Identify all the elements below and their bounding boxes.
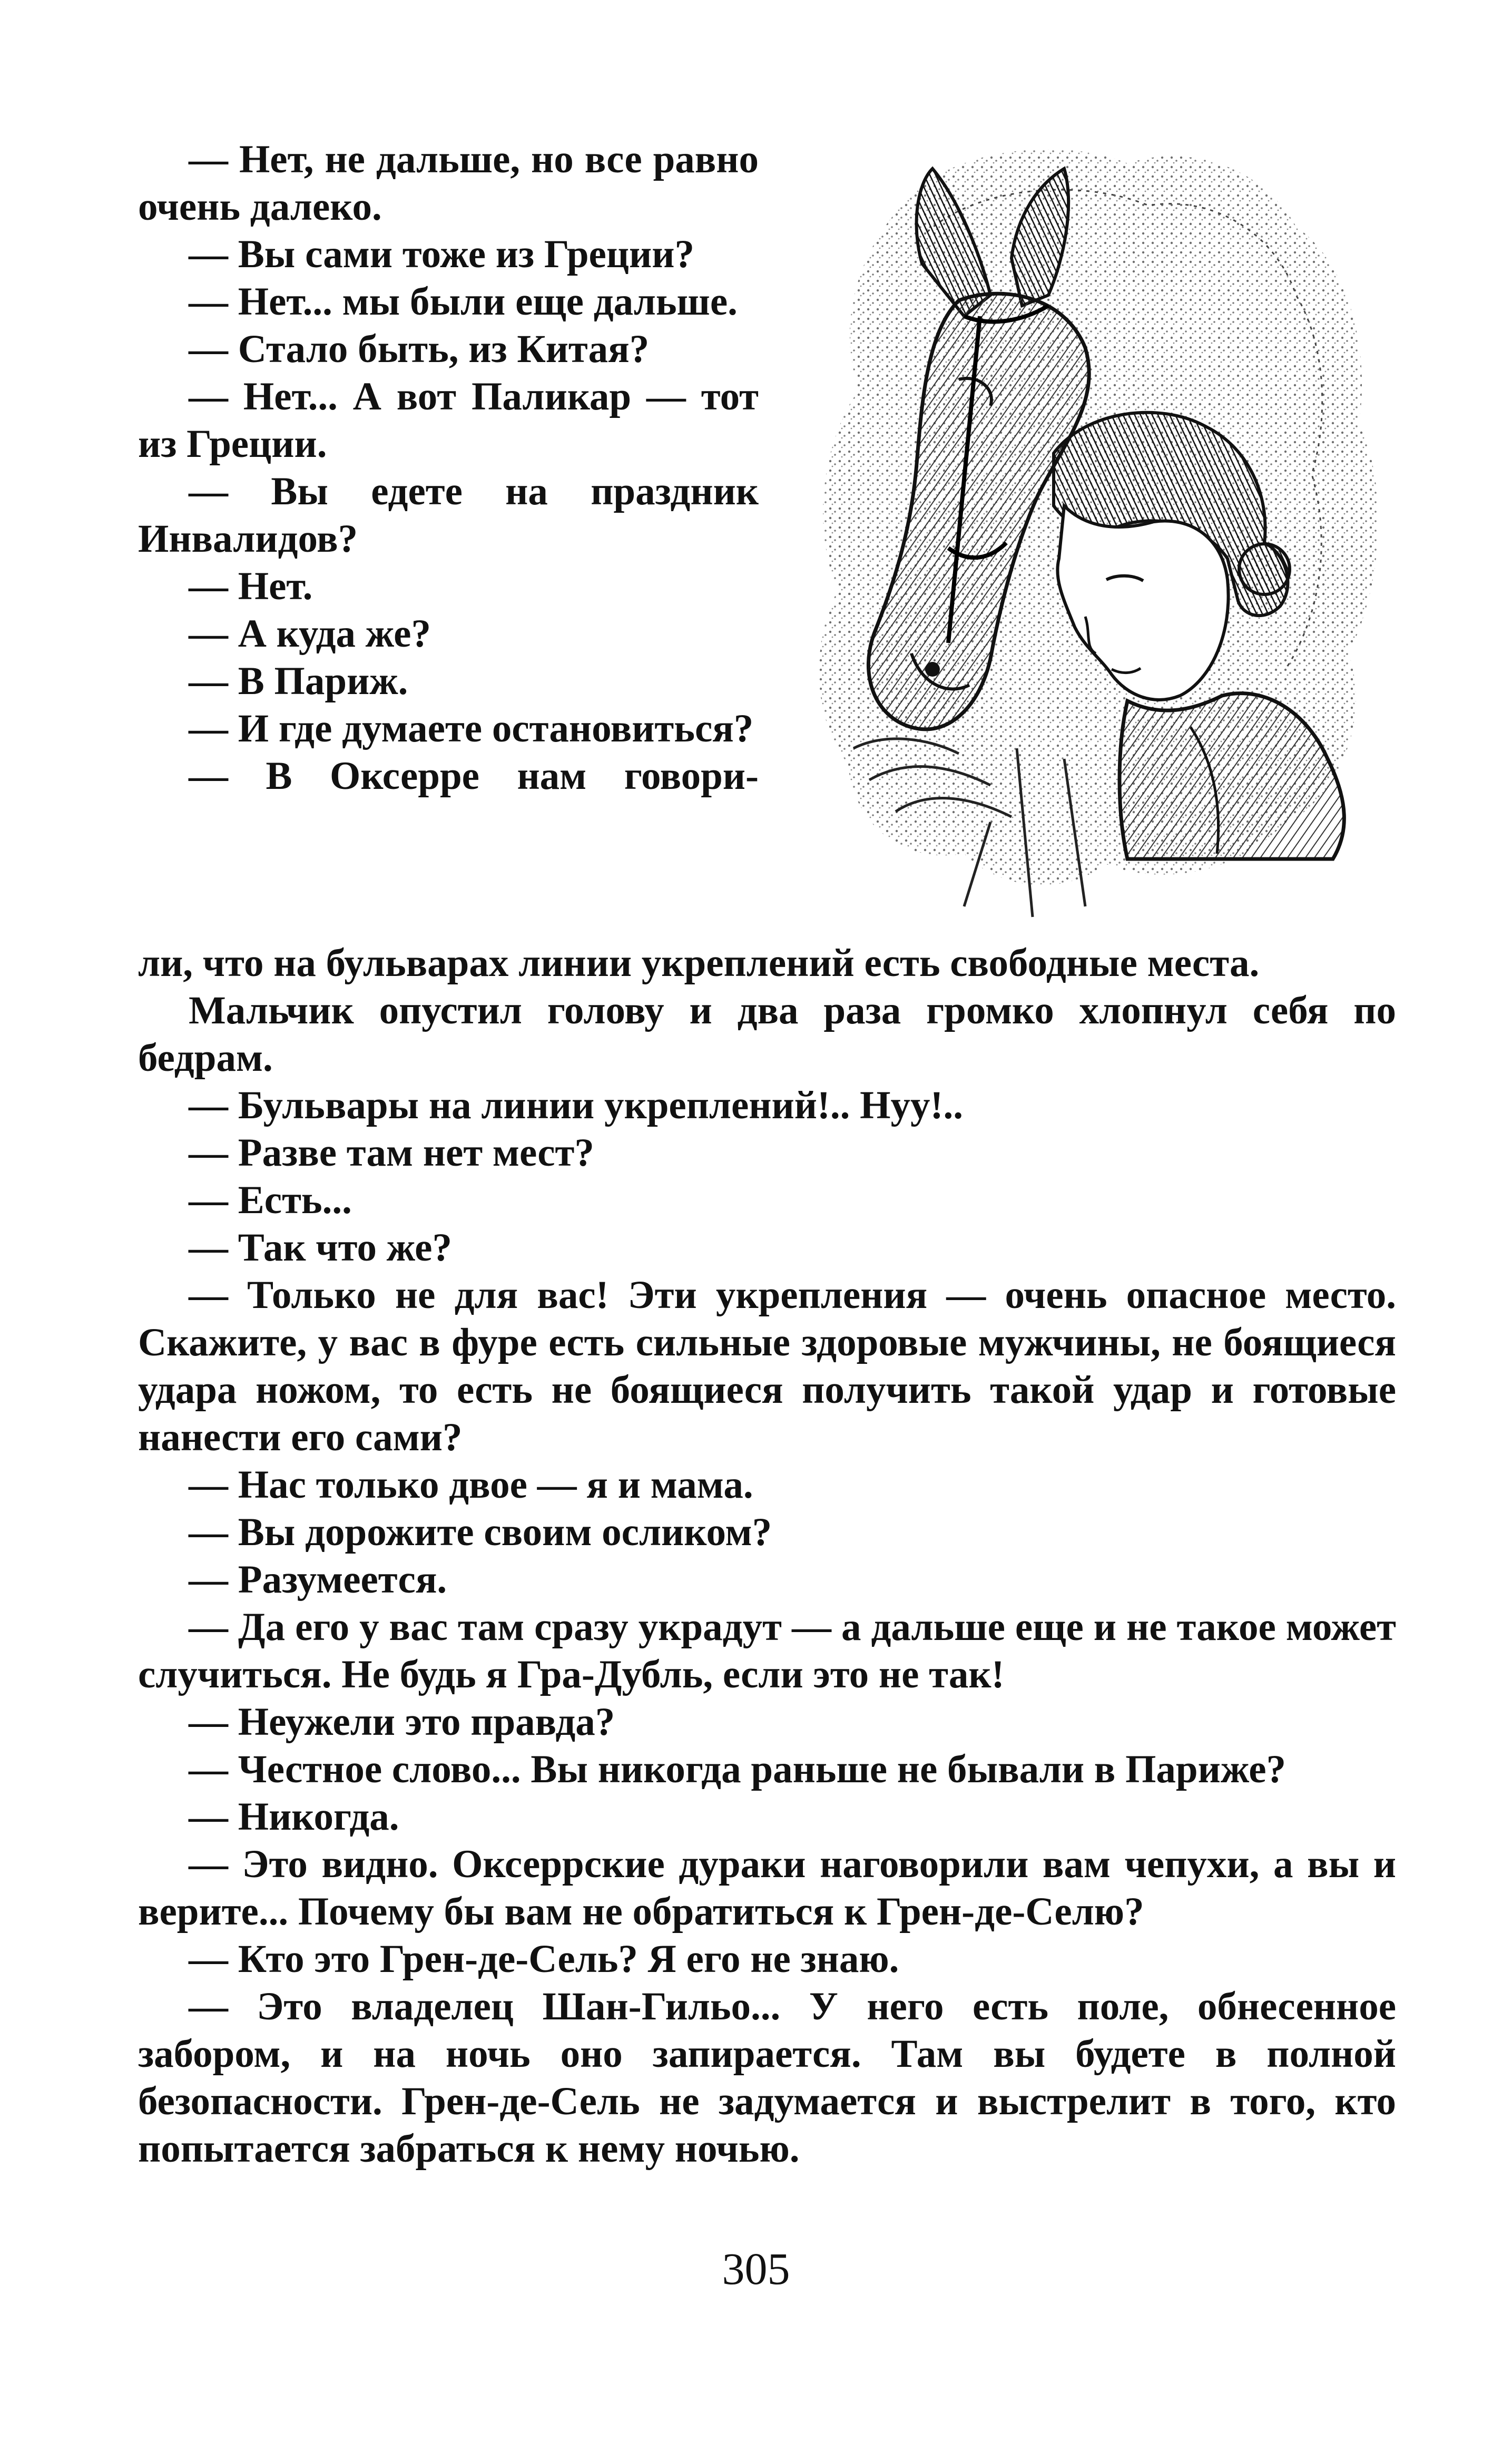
- paragraph: — Вы едете на праздник Инвалидов?: [138, 470, 759, 561]
- girl-donkey-illustration: [790, 126, 1412, 949]
- paragraph: — Никогда.: [189, 1795, 399, 1839]
- paragraph: — Разумеется.: [189, 1558, 447, 1602]
- paragraph: — В Париж.: [189, 659, 408, 703]
- paragraph: — Кто это Грен-де-Сель? Я его не знаю.: [189, 1937, 899, 1981]
- paragraph-continuation: ли, что на бульварах линии укреплений есть свободные места.: [138, 941, 1260, 985]
- paragraph: — И где думаете остановиться?: [189, 707, 754, 750]
- paragraph: — Разве там нет мест?: [189, 1131, 594, 1175]
- paragraph: — Честное слово... Вы никогда раньше не бывали в Париже?: [189, 1747, 1287, 1791]
- paragraph: — Только не для вас! Эти укрепления — очень опасное место. Скажите, у вас в фуре есть сильные здоровые мужчины, не боящиеся удара ножом, то есть не боящиеся получить такой удар и готовые нанести его сами?: [138, 1273, 1396, 1459]
- paragraph: — Неужели это правда?: [189, 1700, 615, 1744]
- paragraph: — Так что же?: [189, 1226, 452, 1270]
- paragraph: — Вы сами тоже из Греции?: [189, 232, 694, 276]
- paragraph: — В Оксерре нам говори-: [189, 754, 759, 798]
- wide-text-column: [138, 940, 1396, 2173]
- paragraph: — Да его у вас там сразу украдут — а дальше еще и не такое может случиться. Не будь я Гра-Дубль, если это не так!: [138, 1605, 1396, 1696]
- paragraph: — Нас только двое — я и мама.: [189, 1463, 753, 1507]
- page-number: 305: [722, 2243, 790, 2294]
- narrow-text-column: [138, 136, 759, 800]
- paragraph: — Есть...: [189, 1178, 352, 1222]
- paragraph: — Нет, не дальше, но все равно очень далеко.: [138, 138, 759, 229]
- illustration-drawing: [790, 126, 1412, 949]
- paragraph: — Это видно. Оксеррские дураки наговорили вам чепухи, а вы и верите... Почему бы вам не обратиться к Грен-де-Селю?: [138, 1842, 1396, 1934]
- paragraph: Мальчик опустил голову и два раза громко хлопнул себя по бедрам.: [138, 989, 1396, 1080]
- paragraph: — Нет... мы были еще дальше.: [189, 280, 738, 324]
- paragraph: — Нет... А вот Паликар — тот из Греции.: [138, 375, 759, 466]
- paragraph: — Вы дорожите своим осликом?: [189, 1510, 772, 1554]
- paragraph: — Стало быть, из Китая?: [189, 327, 650, 371]
- paragraph: — А куда же?: [189, 612, 431, 656]
- paragraph: — Бульвары на линии укреплений!.. Нуу!..: [189, 1083, 963, 1127]
- paragraph: — Нет.: [189, 564, 313, 608]
- paragraph: — Это владелец Шан-Гильо... У него есть поле, обнесенное забором, и на ночь оно запирается. Там вы будете в полной безопасности. Грен-де-Сель не задумается и выстрелит в того, кто попытается забраться к нему ночью.: [138, 1985, 1396, 2171]
